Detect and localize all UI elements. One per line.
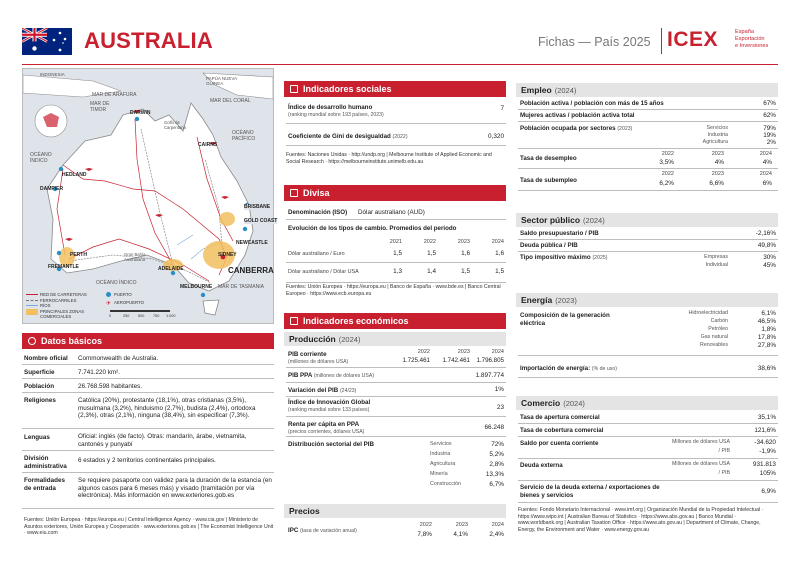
- legend-rail: FERROCARRILES: [40, 298, 77, 303]
- fichas-label: Fichas — País 2025: [538, 35, 651, 49]
- row-denominacion: Denominación (ISO) Dólar australiano (AUD): [286, 204, 506, 220]
- icex-subtitle: España Exportación e Inversiones: [735, 29, 769, 49]
- legend-road-swatch: [26, 294, 38, 295]
- scale-tick: 750: [153, 314, 160, 318]
- year-label: 2022: [661, 171, 674, 177]
- precios-header: Precios: [284, 504, 506, 518]
- map-label-indonesia: INDONESIA: [40, 72, 65, 77]
- row-ocupada: Población ocupada por sectores (2023) Servicios 79% Industria 19% Agricultura 2%: [518, 122, 778, 149]
- map-label-timor: MAR DE TIMOR: [90, 101, 110, 113]
- airport-icon: ✈: [106, 301, 112, 307]
- currency-icon: [290, 189, 298, 197]
- year-label: 2022: [423, 239, 436, 245]
- row-idh: Índice de desarrollo humano (ranking mundial sobre 193 países, 2023) 7: [286, 100, 506, 124]
- legend-airport: AEROPUERTO: [114, 300, 144, 305]
- empleo-header: Empleo (2024): [516, 83, 778, 97]
- year-label: 2023: [455, 522, 468, 528]
- sociales-header: Indicadores sociales: [284, 81, 506, 97]
- inset-globe: [35, 105, 67, 137]
- row-renta: Renta per cápita en PPA (precios corrientes, dólares USA) 66.248: [286, 417, 506, 437]
- year-label: 2024: [491, 349, 504, 355]
- divisa-evolution-title: Evolución de los tipos de cambio. Promedios del periodo: [288, 225, 457, 232]
- row-sectorial: Distribución sectorial del PIB Servicios 72% Industria 5,2% Agricultura 2,8% Minería 13,3% Construcción 6,7%: [288, 441, 504, 488]
- year-label: 2024: [759, 151, 772, 157]
- map-label-indico: OCÉANO ÍNDICO: [30, 152, 52, 164]
- row-aud-eur: Dólar australiano / Euro 1,5 1,5 1,6 1,6: [286, 246, 506, 263]
- year-label: 2023: [711, 171, 724, 177]
- year-label: 2021: [389, 239, 402, 245]
- row-innovacion: Índice de Innovación Global (ranking mundial sobre 133 países) 23: [286, 397, 506, 417]
- legend-port: PUERTO: [114, 292, 132, 297]
- year-label: 2022: [661, 151, 674, 157]
- row-servicio-deuda: Servicio de la deuda externa / exportaciones de bienes y servicios 6,9%: [518, 481, 778, 503]
- datos-basicos-table: [22, 352, 274, 512]
- row-var-pib: Variación del PIB (24/23) 1%: [286, 383, 506, 397]
- year-label: 2023: [711, 151, 724, 157]
- divisa-table: [286, 204, 506, 284]
- row-division: División administrativa 6 estados y 2 territorios continentales principales.: [22, 451, 274, 473]
- city-perth: PERTH: [70, 252, 87, 258]
- comercio-header: Comercio (2024): [516, 396, 778, 410]
- city-sidney: SIDNEY: [218, 252, 237, 258]
- year-label: 2023: [457, 349, 470, 355]
- divisa-source: Fuentes: Unión Europea · https://europa.eu | Banco de España · www.bde.es | Banco Central Europeo · https://www.ecb.europa.eu: [286, 284, 501, 297]
- flag-icon: [22, 28, 72, 55]
- scale-tick: 250: [123, 314, 130, 318]
- datos-basicos-source: Fuentes: Unión Europea · https://europa.eu | Central Intelligence Agency · www.cia.gov | Ministerio de Asuntos exteriores, Unión Europea y Cooperación · www.exteriores.gob.es | The Economist Intelligence Unit · www.eiu.com: [24, 517, 274, 537]
- row-deuda-publica: Deuda pública / PIB 49,8%: [518, 240, 778, 252]
- row-poblacion: Población 26.768.598 habitantes.: [22, 379, 274, 393]
- row-saldo-cuenta: Saldo por cuenta corriente Millones de dólares USA -34.620 / PIB -1,9%: [518, 437, 778, 459]
- sector-publico-header: Sector público (2024): [516, 213, 778, 227]
- map-label-pacifico: OCÉANO PACÍFICO: [232, 130, 256, 142]
- header-divider: [661, 28, 662, 54]
- row-deuda-externa: Deuda externa Millones de dólares USA 931.813 / PIB 105%: [518, 459, 778, 481]
- energia-header: Energía (2023): [516, 293, 778, 307]
- year-label: 2022: [417, 349, 430, 355]
- city-darwin: DARWIN: [130, 110, 151, 116]
- legend-river-swatch: [26, 305, 38, 306]
- legend-rail-swatch: [26, 300, 38, 301]
- row-nombre: Nombre oficial Commonwealth de Australia.: [22, 352, 274, 365]
- scale-bar: [110, 310, 170, 312]
- sociales-source: Fuentes: Naciones Unidas · http://undp.org | Melbourne Institute of Applied Economic and Social Research · https://melbourneinstitute.unimelb.edu.au: [286, 152, 492, 165]
- city-hedland: HEDLAND: [62, 172, 87, 178]
- economicos-header: Indicadores económicos: [284, 313, 506, 329]
- city-melbourne: MELBOURNE: [180, 284, 213, 290]
- divisa-header: Divisa: [284, 185, 506, 201]
- sociales-table: [286, 100, 506, 150]
- row-superficie: Superficie 7.741.220 km².: [22, 365, 274, 379]
- year-label: 2023: [457, 239, 470, 245]
- energia-table: [518, 308, 778, 380]
- map-label-bahia: Gran Bahía Australiana: [124, 252, 146, 262]
- people-icon: [290, 85, 298, 93]
- row-apertura: Tasa de apertura comercial 35,1%: [518, 411, 778, 424]
- row-religiones: Religiones Católica (20%), protestante (18,1%), otras cristianas (3,5%), musulmana (3,2%), hinduismo (2,7%), budista (2,4%), ortodoxa (2,3%), otras (2,1%), ninguna (38,4%), sin especificar (7,3%).: [22, 393, 274, 429]
- divisa-rule: [286, 282, 506, 283]
- city-fremantle: FREMANTLE: [48, 264, 79, 270]
- produccion-table: [286, 347, 506, 497]
- legend-zone-swatch: [26, 309, 38, 315]
- city-cairns: CAIRNS: [198, 142, 218, 148]
- map-label-arafura: MAR DE ARAFURA: [92, 92, 137, 98]
- row-aud-usd: Dólar australiano / Dólar USA 1,3 1,4 1,5 1,5: [288, 268, 504, 275]
- row-saldo-presupuestario: Saldo presupuestario / PIB -2,16%: [518, 228, 778, 240]
- city-gold-coast: GOLD COAST: [244, 218, 278, 224]
- scale-tick: 1.000: [166, 314, 176, 318]
- map-label-tasmania: MAR DE TASMANIA: [218, 284, 264, 290]
- row-subempleo: Tasa de subempleo 6,2% 6,6% 6%: [518, 169, 778, 191]
- row-mujeres: Mujeres activas / población activa total 62%: [518, 110, 778, 122]
- flag: [22, 28, 72, 55]
- row-cobertura: Tasa de cobertura comercial 121,6%: [518, 424, 778, 437]
- row-gini: Coeficiente de Gini de desigualdad (2022) 0,320: [286, 124, 506, 146]
- legend-zones: PRINCIPALES ZONAS COMERCIALES: [40, 309, 85, 319]
- produccion-header: Producción (2024): [284, 332, 506, 346]
- icex-logo: ICEX: [667, 28, 719, 51]
- tasmania: [203, 300, 219, 315]
- row-importacion-energia: Importación de energía: (% de uso) 38,6%: [518, 356, 778, 378]
- city-newcastle: NEWCASTLE: [236, 240, 268, 246]
- chart-icon: [290, 317, 298, 325]
- city-dampier: DAMPIER: [40, 186, 64, 192]
- scale-tick: 500: [138, 314, 145, 318]
- sector-publico-table: [518, 228, 778, 276]
- map-label-indico2: OCÉANO ÍNDICO: [96, 280, 137, 286]
- year-label: 2022: [419, 522, 432, 528]
- year-label: 2024: [759, 171, 772, 177]
- year-label: 2024: [491, 522, 504, 528]
- row-tipo-impositivo: Tipo impositivo máximo (2025) Empresas 30% Individual 45%: [520, 254, 776, 269]
- year-label: 2024: [491, 239, 504, 245]
- legend-road: RED DE CARRETERAS: [40, 292, 87, 297]
- map-label-coral: MAR DEL CORAL: [210, 98, 251, 104]
- city-adelaide: ADELAIDE: [158, 266, 184, 272]
- legend-rivers: RÍOS: [40, 303, 51, 308]
- row-lenguas: Lenguas Oficial: inglés (de facto). Otras: mandarín, árabe, vietnamita, cantonés y punyabí: [22, 429, 274, 451]
- precios-table: 2022 2023 2024 IPC (tasa de variación anual) 7,8% 4,1% 2,4%: [288, 522, 504, 538]
- row-formalidades: Formalidades de entrada Se requiere pasaporte con validez para la duración de la estancia (en algunos casos para 6 meses más) y visado (tramitación por vía electrónica). Más información en www.exteriores.gob.es: [22, 473, 274, 509]
- country-title: AUSTRALIA: [84, 28, 213, 53]
- map-label-papua: PAPÚA NUEVA GUINEA: [206, 76, 237, 86]
- row-desempleo: Tasa de desempleo 3,5% 4% 4%: [518, 149, 778, 169]
- header-rule: [22, 64, 778, 65]
- row-pob-activa: Población activa / población con más de 15 años 67%: [518, 98, 778, 110]
- map-scale: [110, 310, 184, 320]
- row-pib-ppa: PIB PPA (millones de dólares USA) 1.897.774: [286, 368, 506, 383]
- port-icon: [106, 292, 111, 297]
- comercio-source: Fuentes: Fondo Monetario Internacional · www.imf.org | Organización Mundial de la Propiedad Intelectual · https://www.wipo.int | Australian Bureau of Statistics · https://www.abs.gov.au | Banco Mundial · www.worldbank.org | Australian Taxation Office · https://www.ato.gov.au | Department of Climate, Change, Energy, the Environment and Water · www.energy.gov.au: [518, 507, 764, 533]
- info-icon: [28, 337, 36, 345]
- city-canberra: CANBERRA: [228, 266, 274, 275]
- row-pib: PIB corriente (millones de dólares USA) 1.725.461 1.742.461 1.796.805: [286, 347, 506, 368]
- map-label-golfo: Golfo de Carpentaria: [164, 120, 186, 130]
- city-brisbane: BRISBANE: [244, 204, 271, 210]
- row-composicion: Composición de la generación eléctrica Hidroelectricidad 6,1% Carbón 46,5% Petróleo 1,8% Gas natural 17,8% Renovables 27,8%: [518, 308, 778, 356]
- empleo-table: [518, 98, 778, 194]
- scale-tick: 0: [109, 314, 112, 318]
- datos-basicos-header: Datos básicos: [22, 333, 274, 349]
- comercio-table: [518, 411, 778, 503]
